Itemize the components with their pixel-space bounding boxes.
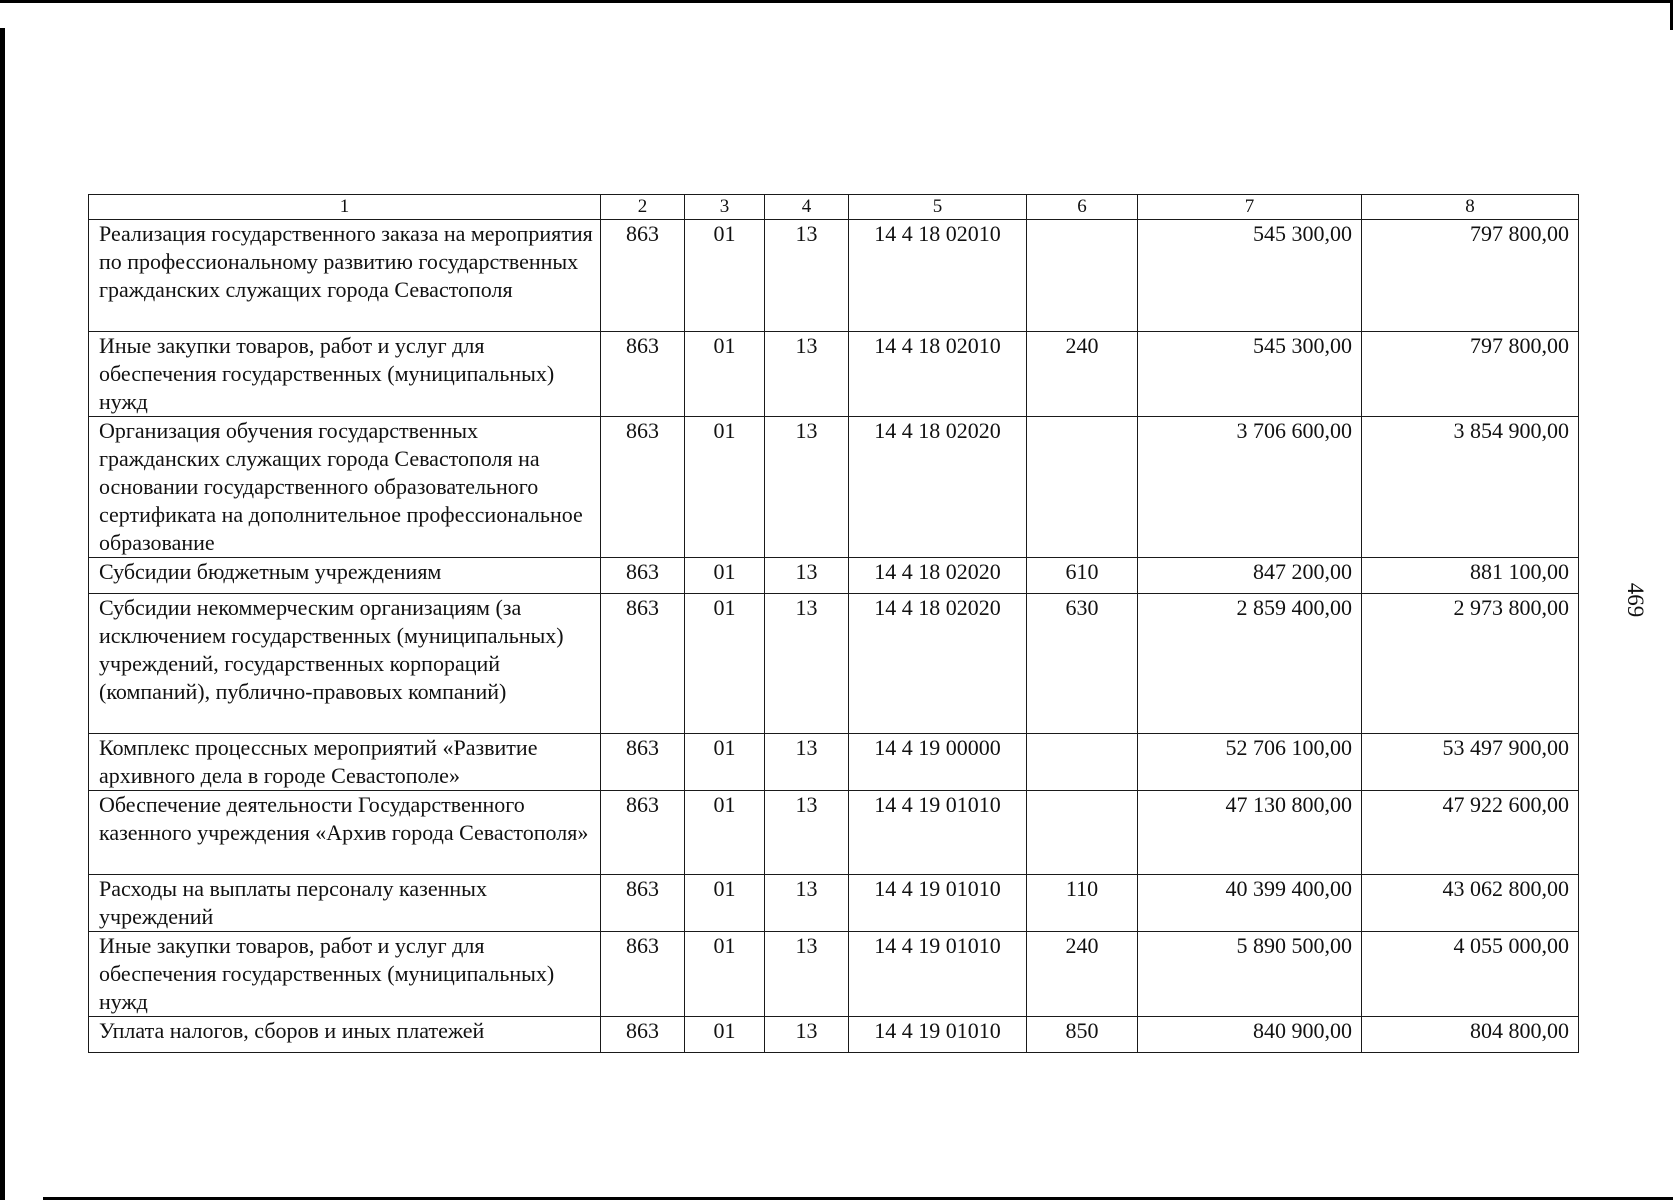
scan-left-border xyxy=(0,28,5,1200)
row-csr: 14 4 19 01010 xyxy=(849,791,1027,875)
row-ved: 863 xyxy=(601,791,685,875)
header-col-1: 1 xyxy=(89,195,601,220)
row-pr: 13 xyxy=(765,558,849,594)
row-ved: 863 xyxy=(601,558,685,594)
header-row xyxy=(89,195,1579,220)
row-name: Иные закупки товаров, работ и услуг для обеспечения государственных (муниципальных) нужд xyxy=(89,932,601,1017)
row-csr: 14 4 19 01010 xyxy=(849,932,1027,1017)
row-csr: 14 4 18 02020 xyxy=(849,594,1027,734)
row-csr: 14 4 18 02020 xyxy=(849,558,1027,594)
header-col-8: 8 xyxy=(1362,195,1579,220)
row-sum-8: 797 800,00 xyxy=(1362,220,1579,332)
row-pr: 13 xyxy=(765,417,849,558)
row-pr: 13 xyxy=(765,1017,849,1053)
row-ved: 863 xyxy=(601,1017,685,1053)
row-sum-8: 47 922 600,00 xyxy=(1362,791,1579,875)
row-csr: 14 4 19 01010 xyxy=(849,1017,1027,1053)
table-row xyxy=(89,594,1579,734)
row-pr: 13 xyxy=(765,332,849,417)
row-vr: 240 xyxy=(1027,332,1138,417)
row-sum-8: 4 055 000,00 xyxy=(1362,932,1579,1017)
row-pr: 13 xyxy=(765,791,849,875)
row-name: Обеспечение деятельности Государственного казенного учреждения «Архив города Севастополя» xyxy=(89,791,601,875)
header-col-4: 4 xyxy=(765,195,849,220)
row-vr xyxy=(1027,791,1138,875)
row-sum-7: 545 300,00 xyxy=(1138,332,1362,417)
table-row xyxy=(89,875,1579,932)
row-ved: 863 xyxy=(601,417,685,558)
row-csr: 14 4 18 02020 xyxy=(849,417,1027,558)
row-ved: 863 xyxy=(601,932,685,1017)
row-sum-8: 2 973 800,00 xyxy=(1362,594,1579,734)
row-sum-8: 3 854 900,00 xyxy=(1362,417,1579,558)
table-row xyxy=(89,932,1579,1017)
row-sum-7: 3 706 600,00 xyxy=(1138,417,1362,558)
row-sum-7: 840 900,00 xyxy=(1138,1017,1362,1053)
row-rz: 01 xyxy=(685,220,765,332)
header-col-6: 6 xyxy=(1027,195,1138,220)
row-vr: 610 xyxy=(1027,558,1138,594)
table-row xyxy=(89,417,1579,558)
row-vr: 630 xyxy=(1027,594,1138,734)
row-pr: 13 xyxy=(765,594,849,734)
row-sum-7: 47 130 800,00 xyxy=(1138,791,1362,875)
scan-top-border xyxy=(0,0,1673,3)
row-sum-8: 43 062 800,00 xyxy=(1362,875,1579,932)
row-rz: 01 xyxy=(685,332,765,417)
row-sum-7: 847 200,00 xyxy=(1138,558,1362,594)
row-sum-7: 5 890 500,00 xyxy=(1138,932,1362,1017)
row-name: Расходы на выплаты персоналу казенных учреждений xyxy=(89,875,601,932)
row-name: Реализация государственного заказа на мероприятия по профессиональному развитию государственных гражданских служащих города Севастополя xyxy=(89,220,601,332)
row-vr: 850 xyxy=(1027,1017,1138,1053)
row-rz: 01 xyxy=(685,932,765,1017)
row-sum-7: 52 706 100,00 xyxy=(1138,734,1362,791)
table-row xyxy=(89,220,1579,332)
header-col-7: 7 xyxy=(1138,195,1362,220)
table-row xyxy=(89,1017,1579,1053)
table-row xyxy=(89,734,1579,791)
row-name: Уплата налогов, сборов и иных платежей xyxy=(89,1017,601,1053)
page-number: 469 xyxy=(1623,582,1648,618)
row-vr xyxy=(1027,734,1138,791)
header-col-2: 2 xyxy=(601,195,685,220)
header-col-3: 3 xyxy=(685,195,765,220)
row-name: Иные закупки товаров, работ и услуг для обеспечения государственных (муниципальных) нужд xyxy=(89,332,601,417)
row-csr: 14 4 19 00000 xyxy=(849,734,1027,791)
table-row xyxy=(89,791,1579,875)
row-sum-8: 53 497 900,00 xyxy=(1362,734,1579,791)
row-vr xyxy=(1027,417,1138,558)
row-rz: 01 xyxy=(685,1017,765,1053)
header-col-5: 5 xyxy=(849,195,1027,220)
row-pr: 13 xyxy=(765,220,849,332)
row-vr xyxy=(1027,220,1138,332)
row-sum-7: 545 300,00 xyxy=(1138,220,1362,332)
row-sum-8: 881 100,00 xyxy=(1362,558,1579,594)
row-ved: 863 xyxy=(601,220,685,332)
row-csr: 14 4 18 02010 xyxy=(849,220,1027,332)
row-name: Комплекс процессных мероприятий «Развитие архивного дела в городе Севастополе» xyxy=(89,734,601,791)
row-sum-8: 797 800,00 xyxy=(1362,332,1579,417)
row-ved: 863 xyxy=(601,332,685,417)
row-sum-7: 2 859 400,00 xyxy=(1138,594,1362,734)
row-vr: 240 xyxy=(1027,932,1138,1017)
row-rz: 01 xyxy=(685,875,765,932)
row-pr: 13 xyxy=(765,932,849,1017)
row-rz: 01 xyxy=(685,734,765,791)
table-row xyxy=(89,332,1579,417)
row-name: Субсидии бюджетным учреждениям xyxy=(89,558,601,594)
row-sum-7: 40 399 400,00 xyxy=(1138,875,1362,932)
row-csr: 14 4 18 02010 xyxy=(849,332,1027,417)
row-sum-8: 804 800,00 xyxy=(1362,1017,1579,1053)
row-rz: 01 xyxy=(685,558,765,594)
row-pr: 13 xyxy=(765,875,849,932)
row-ved: 863 xyxy=(601,875,685,932)
row-vr: 110 xyxy=(1027,875,1138,932)
row-name: Организация обучения государственных гражданских служащих города Севастополя на основании государственного образовательного сертификата на дополнительное профессиональное образование xyxy=(89,417,601,558)
budget-table xyxy=(88,194,1579,1053)
row-csr: 14 4 19 01010 xyxy=(849,875,1027,932)
row-rz: 01 xyxy=(685,417,765,558)
table-row xyxy=(89,558,1579,594)
row-rz: 01 xyxy=(685,791,765,875)
row-ved: 863 xyxy=(601,594,685,734)
row-pr: 13 xyxy=(765,734,849,791)
row-name: Субсидии некоммерческим организациям (за исключением государственных (муниципальных) учреждений, государственных корпораций (компаний), публично-правовых компаний) xyxy=(89,594,601,734)
row-rz: 01 xyxy=(685,594,765,734)
row-ved: 863 xyxy=(601,734,685,791)
